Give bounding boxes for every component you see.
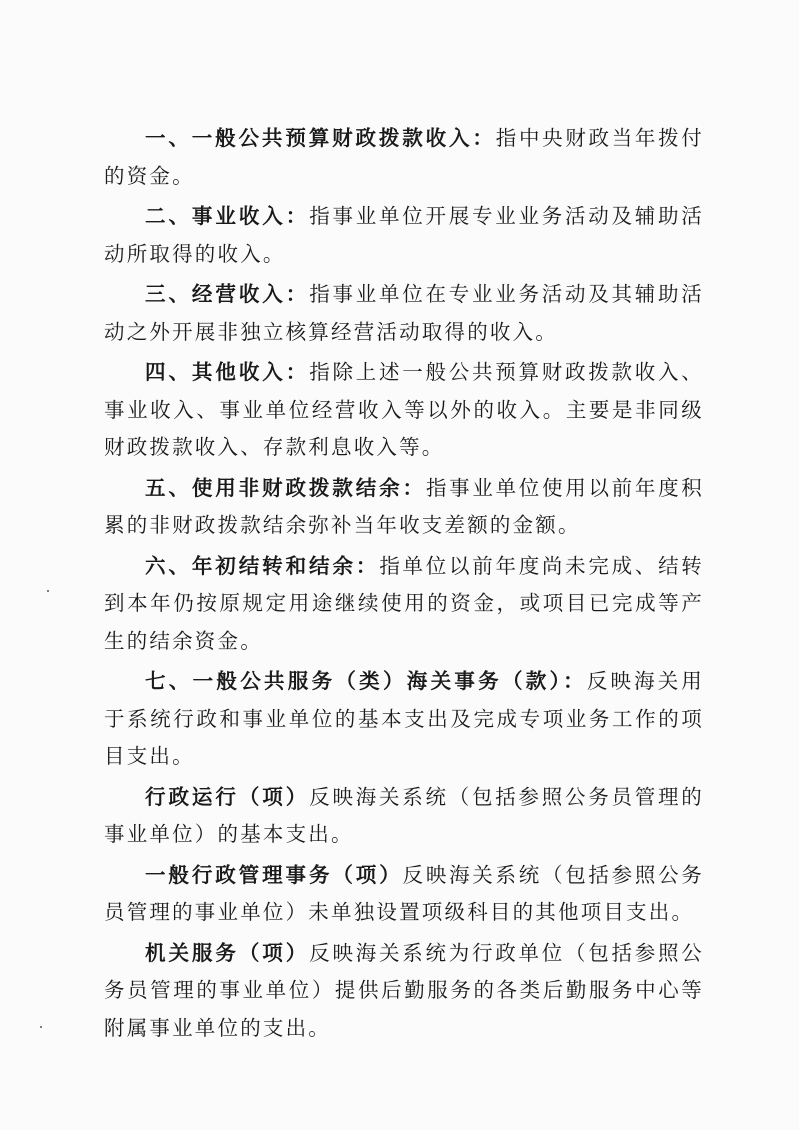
definition-text: 指事业单位在专业业务活动及其辅助活动之外开展非独立核算经营活动取得的收入。: [104, 282, 704, 344]
term-label: 行政运行（项）: [145, 784, 310, 809]
definition-text: 反映海关系统（包括参照公务员管理的事业单位）未单独设置项级科目的其他项目支出。: [104, 862, 704, 924]
paragraph-non-fiscal-balance: [104, 470, 704, 545]
term-label: 五、使用非财政拨款结余：: [145, 475, 426, 500]
term-label: 六、年初结转和结余：: [145, 553, 380, 578]
term-label: 二、事业收入：: [145, 204, 310, 228]
paragraph-customs-affairs: [104, 663, 704, 776]
term-label: 三、经营收入：: [145, 282, 310, 306]
definition-text: 指除上述一般公共预算财政拨款收入、事业收入、事业单位经营收入等以外的收入。主要是非同级财政拨款收入、存款利息收入等。: [104, 360, 704, 459]
paragraph-agency-services: [104, 935, 704, 1048]
term-label: 四、其他收入：: [145, 360, 310, 384]
definition-text: 反映海关系统为行政单位（包括参照公务员管理的事业单位）提供后勤服务的各类后勤服务中心等附属事业单位的支出。: [104, 940, 704, 1040]
definition-text: 反映海关系统（包括参照公务员管理的事业单位）的基本支出。: [104, 784, 704, 846]
scan-speck: [47, 590, 49, 592]
definition-text: 指单位以前年度尚未完成、结转到本年仍按原规定用途继续使用的资金，或项目已完成等产生的结余资金。: [104, 553, 705, 653]
paragraph-carryover-balance: [104, 548, 704, 661]
paragraph-operating-income: [104, 276, 704, 351]
document-body: [104, 120, 704, 1050]
paragraph-general-administration: [104, 857, 704, 932]
definition-text: 指事业单位开展专业业务活动及辅助活动所取得的收入。: [104, 204, 704, 266]
paragraph-general-budget-income: [104, 120, 704, 195]
paragraph-other-income: [104, 354, 704, 467]
definition-text: 指中央财政当年拨付的资金。: [104, 126, 704, 188]
definition-text: 指事业单位使用以前年度积累的非财政拨款结余弥补当年收支差额的金额。: [104, 475, 704, 537]
term-label: 机关服务（项）: [145, 940, 310, 965]
definition-text: 反映海关用于系统行政和事业单位的基本支出及完成专项业务工作的项目支出。: [104, 669, 704, 768]
term-label: 一般行政管理事务（项）: [145, 862, 403, 887]
scan-speck: [40, 1026, 42, 1028]
paragraph-administrative-operation: [104, 779, 704, 854]
term-label: 七、一般公共服务（类）海关事务（款）：: [145, 669, 587, 693]
paragraph-business-income: [104, 198, 704, 273]
term-label: 一、一般公共预算财政拨款收入：: [145, 126, 496, 150]
